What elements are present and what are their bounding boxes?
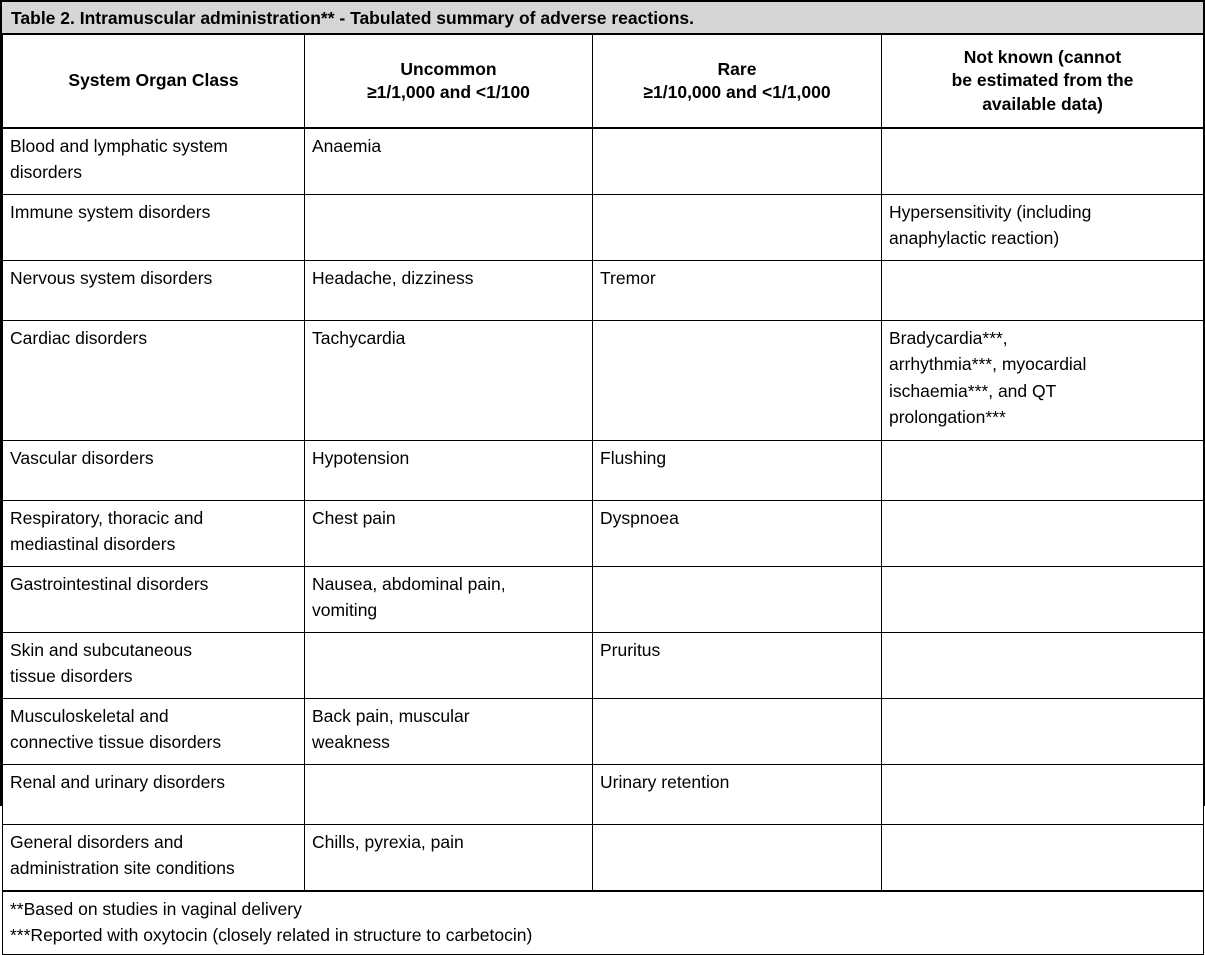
cell-line-1: Musculoskeletal and xyxy=(10,706,169,726)
table-row xyxy=(3,195,1204,261)
column-header-line-2: ≥1/10,000 and <1/1,000 xyxy=(643,82,831,102)
cell-rare xyxy=(593,261,882,321)
cell-uncommon xyxy=(305,321,593,441)
cell-system-organ-class xyxy=(3,128,305,195)
cell-line-1: Tremor xyxy=(600,268,656,288)
cell-not-known xyxy=(882,765,1204,825)
cell-line-1: Gastrointestinal disorders xyxy=(10,574,209,594)
table-row xyxy=(3,633,1204,699)
column-header-line-1: Uncommon xyxy=(400,58,497,79)
cell-line-1: Immune system disorders xyxy=(10,202,211,222)
cell-not-known xyxy=(882,195,1204,261)
cell-line-1: Nervous system disorders xyxy=(10,268,213,288)
cell-uncommon xyxy=(305,633,593,699)
table-row xyxy=(3,261,1204,321)
cell-line-1: Tachycardia xyxy=(312,328,406,348)
cell-line-1: Blood and lymphatic system xyxy=(10,136,228,156)
column-header-system-organ-class xyxy=(3,35,305,128)
cell-not-known xyxy=(882,567,1204,633)
column-header-rare xyxy=(593,35,882,128)
table-header-row xyxy=(3,35,1204,128)
cell-line-1: Nausea, abdominal pain, xyxy=(312,574,506,594)
cell-system-organ-class xyxy=(3,825,305,892)
column-header-line-2: ≥1/1,000 and <1/100 xyxy=(367,82,530,102)
column-header-line-2: be estimated from the xyxy=(951,70,1134,91)
cell-line-4: prolongation*** xyxy=(889,406,1006,427)
cell-system-organ-class xyxy=(3,441,305,501)
cell-line-1: Back pain, muscular xyxy=(312,706,470,726)
cell-uncommon xyxy=(305,195,593,261)
cell-system-organ-class xyxy=(3,321,305,441)
cell-line-1: Dyspnoea xyxy=(600,508,679,528)
cell-rare xyxy=(593,825,882,892)
column-header-line-1: Rare xyxy=(717,58,757,79)
cell-rare xyxy=(593,195,882,261)
cell-system-organ-class xyxy=(3,195,305,261)
cell-rare xyxy=(593,633,882,699)
cell-line-2: weakness xyxy=(312,732,390,753)
cell-rare xyxy=(593,567,882,633)
cell-line-1: Pruritus xyxy=(600,640,661,660)
cell-not-known xyxy=(882,441,1204,501)
adverse-reactions-table xyxy=(2,35,1204,955)
cell-uncommon xyxy=(305,765,593,825)
cell-rare xyxy=(593,321,882,441)
cell-line-3: ischaemia***, and QT xyxy=(889,380,1057,401)
cell-line-2: connective tissue disorders xyxy=(10,732,222,753)
table-row xyxy=(3,567,1204,633)
table-row xyxy=(3,501,1204,567)
cell-line-2: vomiting xyxy=(312,600,378,621)
table-row xyxy=(3,441,1204,501)
table-row xyxy=(3,321,1204,441)
cell-line-1: Cardiac disorders xyxy=(10,328,148,348)
cell-line-1: Renal and urinary disorders xyxy=(10,772,225,792)
cell-not-known xyxy=(882,825,1204,892)
cell-line-2: administration site conditions xyxy=(10,858,235,879)
cell-system-organ-class xyxy=(3,501,305,567)
cell-not-known xyxy=(882,321,1204,441)
cell-line-1: Respiratory, thoracic and xyxy=(10,508,204,528)
column-header-uncommon xyxy=(305,35,593,128)
column-header-line-1: Not known (cannot xyxy=(963,47,1122,68)
table-row xyxy=(3,765,1204,825)
cell-system-organ-class xyxy=(3,261,305,321)
cell-uncommon xyxy=(305,128,593,195)
cell-line-2: disorders xyxy=(10,162,82,183)
table-title: Table 2. Intramuscular administration** - Tabulated summary of adverse reactions. xyxy=(2,2,1203,35)
table-row xyxy=(3,825,1204,892)
cell-line-1: Skin and subcutaneous xyxy=(10,640,192,660)
cell-not-known xyxy=(882,501,1204,567)
cell-line-2: anaphylactic reaction) xyxy=(889,228,1060,249)
table-body xyxy=(3,128,1204,954)
cell-uncommon xyxy=(305,441,593,501)
cell-not-known xyxy=(882,128,1204,195)
footnote-line-2: ***Reported with oxytocin (closely related in structure to carbetocin) xyxy=(10,925,533,946)
cell-system-organ-class xyxy=(3,699,305,765)
cell-line-1: Bradycardia***, xyxy=(889,328,1008,348)
cell-line-2: arrhythmia***, myocardial xyxy=(889,354,1087,375)
cell-line-1: Chills, pyrexia, pain xyxy=(312,832,464,852)
cell-not-known xyxy=(882,699,1204,765)
cell-system-organ-class xyxy=(3,633,305,699)
table-row xyxy=(3,699,1204,765)
cell-rare xyxy=(593,765,882,825)
column-header-line-3: available data) xyxy=(982,93,1103,114)
column-header-line-1: System Organ Class xyxy=(68,70,239,91)
cell-line-1: Hypersensitivity (including xyxy=(889,202,1092,222)
cell-rare xyxy=(593,699,882,765)
footnote-line-1: **Based on studies in vaginal delivery xyxy=(10,899,302,919)
cell-line-1: Urinary retention xyxy=(600,772,730,792)
cell-line-2: mediastinal disorders xyxy=(10,534,176,555)
cell-uncommon xyxy=(305,699,593,765)
cell-system-organ-class xyxy=(3,765,305,825)
cell-uncommon xyxy=(305,501,593,567)
cell-uncommon xyxy=(305,825,593,892)
cell-not-known xyxy=(882,261,1204,321)
cell-line-1: Vascular disorders xyxy=(10,448,154,468)
cell-line-1: Hypotension xyxy=(312,448,410,468)
cell-line-2: tissue disorders xyxy=(10,666,133,687)
table-footnote-row xyxy=(3,891,1204,954)
cell-line-1: Anaemia xyxy=(312,136,382,156)
cell-uncommon xyxy=(305,261,593,321)
cell-rare xyxy=(593,501,882,567)
cell-line-1: Headache, dizziness xyxy=(312,268,474,288)
footnotes-cell xyxy=(3,891,1204,954)
cell-not-known xyxy=(882,633,1204,699)
cell-uncommon xyxy=(305,567,593,633)
cell-rare xyxy=(593,441,882,501)
table-header xyxy=(3,35,1204,128)
cell-line-1: General disorders and xyxy=(10,832,184,852)
cell-line-1: Chest pain xyxy=(312,508,396,528)
cell-rare xyxy=(593,128,882,195)
cell-line-1: Flushing xyxy=(600,448,667,468)
column-header-not-known xyxy=(882,35,1204,128)
cell-system-organ-class xyxy=(3,567,305,633)
table-row xyxy=(3,128,1204,195)
